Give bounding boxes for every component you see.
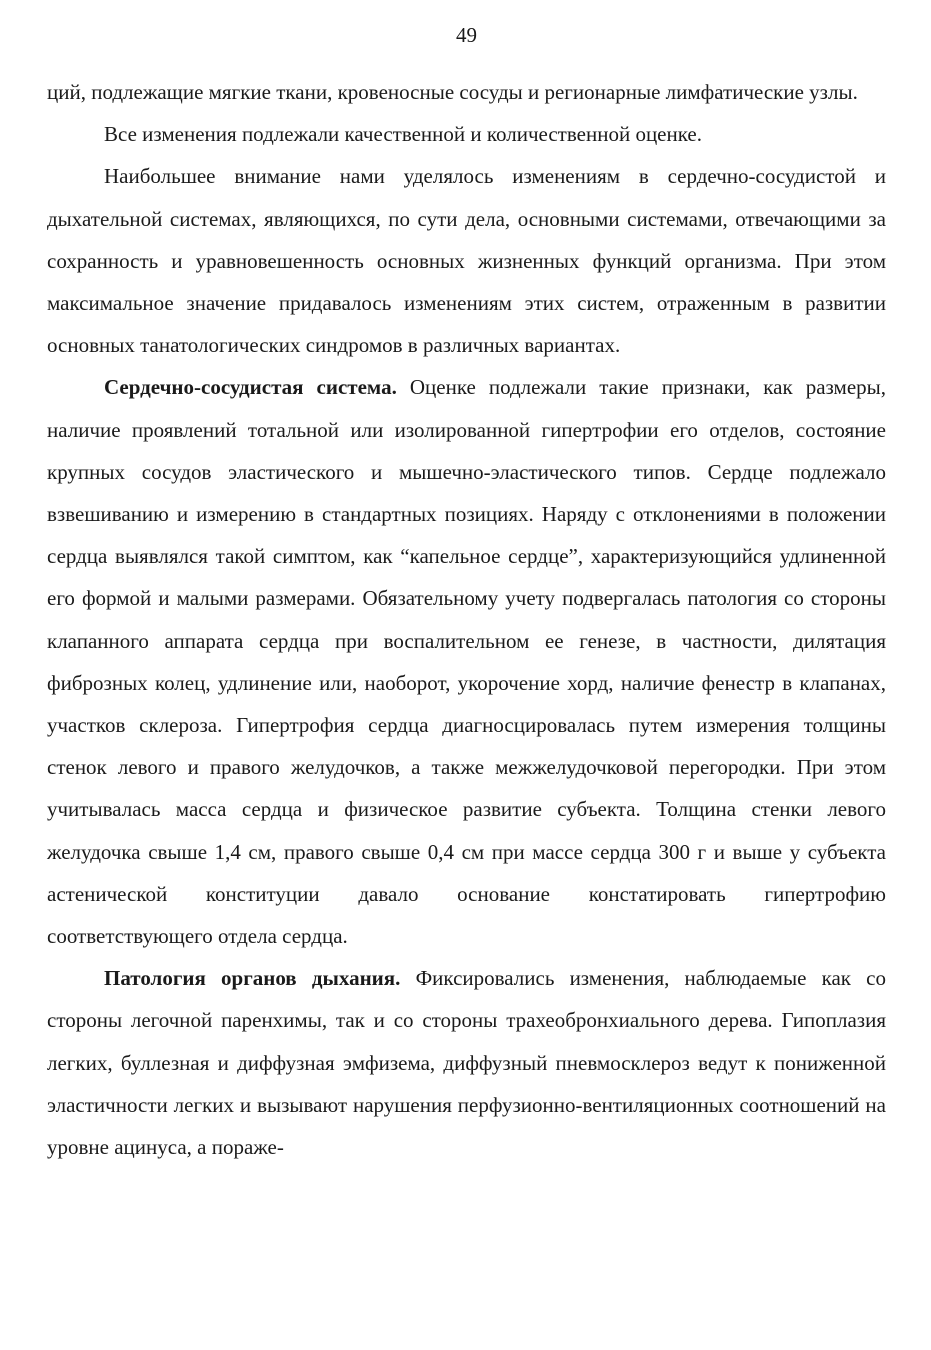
paragraph-3 [47,155,886,366]
paragraph-1-text: ций, подлежащие мягкие ткани, кровеносные сосуды и регионарные лимфатические узлы. [47,80,858,104]
paragraph-cardiovascular [47,366,886,957]
paragraph-cardiovascular-text: Оценке подлежали такие признаки, как размеры, наличие проявлений тотальной или изолированной гипертрофии его отделов, состояние крупных сосудов эластического и мышечно-эластического типов. Сердце подлежало взвешиванию и измерению в стандартных позициях. Наряду с отклонениями в положении сердца выявлялся такой симптом, как “капельное сердце”, характеризующийся удлиненной его формой и малыми размерами. Обязательному учету подвергалась патология со стороны клапанного аппарата сердца при воспалительном ее генезе, в частности, дилятация фиброзных колец, удлинение или, наоборот, укорочение хорд, наличие фенестр в клапанах, участков склероза. Гипертрофия сердца диагносцировалась путем измерения толщины стенок левого и правого желудочков, а также межжелудочковой перегородки. При этом учитывалась масса сердца и физическое развитие субъекта. Толщина стенки левого желудочка свыше 1,4 см, правого свыше 0,4 см при массе сердца 300 г и выше у субъекта астенической конституции давало основание констатировать гипертрофию соответствующего отдела сердца. [47,375,886,949]
paragraph-2 [47,113,886,155]
page-number: 49 [456,23,477,47]
paragraph-1 [47,71,886,113]
paragraph-3-text: Наибольшее внимание нами уделялось изменениям в сердечно-сосудистой и дыхательной системах, являющихся, по сути дела, основными системами, отвечающими за сохранность и уравновешенность основных жизненных функций организма. При этом максимальное значение придавалось изменениям этих систем, отраженным в развитии основных танатологических синдромов в различных вариантах. [47,164,886,358]
paragraph-respiratory [47,957,886,1168]
section-heading-respiratory: Патология органов дыхания. [104,966,416,991]
paragraph-respiratory-text: Фиксировались изменения, наблюдаемые как со стороны легочной паренхимы, так и со стороны трахеобронхиального дерева. Гипоплазия легких, буллезная и диффузная эмфизема, диффузный пневмосклероз ведут к пониженной эластичности легких и вызывают нарушения перфузионно-вентиляционных соотношений на уровне ацинуса, а пораже- [47,966,886,1160]
section-heading-cardiovascular: Сердечно-сосудистая система. [104,375,410,400]
paragraph-2-text: Все изменения подлежали качественной и количественной оценке. [104,122,702,147]
